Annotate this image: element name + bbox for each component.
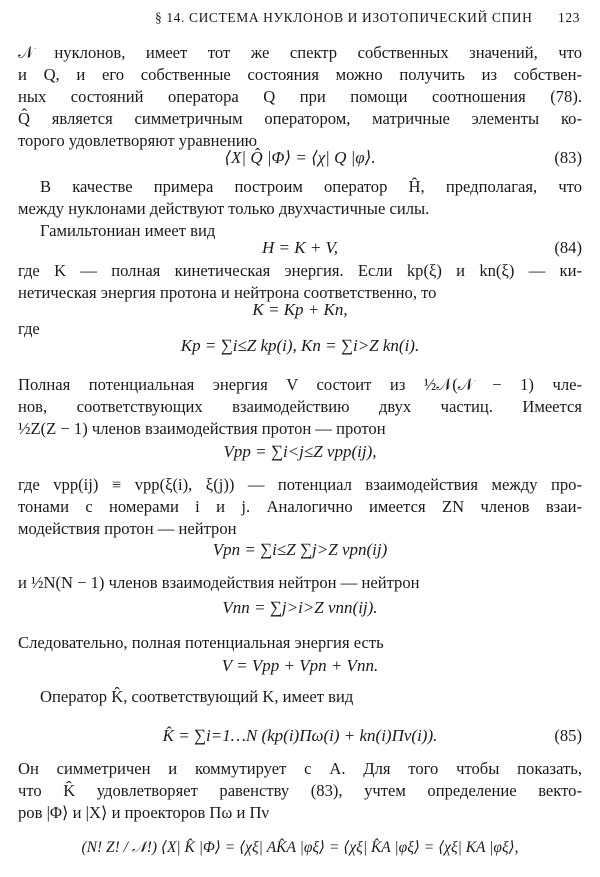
- equation-vpp: Vpp = ∑i<j≤Z vpp(ij),: [223, 442, 377, 461]
- text-line: Следовательно, полная потенциальная энергия есть: [18, 633, 384, 652]
- text-line: нетическая энергия протона и нейтрона соответственно, то: [18, 283, 437, 302]
- text-line: торого удовлетворяют уравнению: [18, 131, 257, 150]
- text-line: что K̂ удовлетворяет равенству (83), учтем определение векто-: [18, 781, 582, 800]
- text-line: нов, соответствующих взаимодействию двух частиц. Имеется: [18, 397, 582, 416]
- text-line: модействия протон — нейтрон: [18, 519, 237, 538]
- text-line: между нуклонами действуют только двухчастичные силы.: [18, 199, 430, 218]
- text-line: ных состояний оператора Q при помощи соотношения (78).: [18, 87, 582, 106]
- equation-number-85: (85): [554, 726, 582, 745]
- text-line: тонами с номерами i и j. Аналогично имеется ZN членов взаи-: [18, 497, 582, 516]
- text-line: Оператор K̂, соответствующий K, имеет вид: [40, 687, 354, 706]
- text-line: и ½N(N − 1) членов взаимодействия нейтрон — нейтрон: [18, 573, 420, 592]
- label-gde: где: [18, 319, 40, 338]
- equation-vnn: Vnn = ∑j>i>Z vnn(ij).: [222, 598, 378, 617]
- text-line: Он симметричен и коммутирует с A. Для того чтобы показать,: [18, 759, 582, 778]
- text-line: Q̂ является симметричным оператором, матричные элементы ко-: [18, 109, 582, 128]
- equation-v-total: V = Vpp + Vpn + Vnn.: [221, 656, 379, 675]
- equation-number-83: (83): [554, 148, 582, 167]
- text-line: где vpp(ij) ≡ vpp(ξ(i), ξ(j)) — потенциал взаимодействия между про-: [18, 475, 582, 494]
- text-line: где K — полная кинетическая энергия. Если kp(ξ) и kn(ξ) — ки-: [18, 261, 582, 280]
- text-line: ров |Φ⟩ и |X⟩ и проекторов Πω и Πν: [18, 803, 269, 822]
- text-line: ½Z(Z − 1) членов взаимодействия протон — протон: [18, 419, 386, 438]
- equation-84: H = K + V,: [261, 238, 338, 257]
- equation-k-sum: K = Kp + Kn,: [252, 300, 348, 319]
- text-line: Гамильтониан имеет вид: [40, 221, 216, 240]
- equation-vpn: Vpn = ∑i≤Z ∑j>Z vpn(ij): [212, 540, 388, 559]
- text-line: В качестве примера построим оператор Ĥ, предполагая, что: [40, 177, 582, 196]
- text-line: и Q, и его собственные состояния можно получить из собствен-: [18, 65, 582, 84]
- equation-number-84: (84): [554, 238, 582, 257]
- page-number: 123: [558, 10, 581, 25]
- text-line: Полная потенциальная энергия V состоит из ½𝒩(𝒩 − 1) чле-: [18, 375, 582, 394]
- equation-85: K̂ = ∑i=1…N (kp(i)Πω(i) + kn(i)Πν(i)).: [162, 726, 438, 745]
- equation-last: (N! Z! / 𝒩!) ⟨X| K̂ |Φ⟩ = ⟨χξ| AK̂A |φξ⟩ = ⟨χξ| K̂A |φξ⟩ = ⟨χξ| KA |φξ⟩,: [81, 839, 519, 856]
- text-line: 𝒩 нуклонов, имеет тот же спектр собственных значений, что: [18, 43, 582, 62]
- header-title: § 14. СИСТЕМА НУКЛОНОВ И ИЗОТОПИЧЕСКИЙ СПИН: [155, 10, 533, 25]
- equation-kp-kn: Kp = ∑i≤Z kp(i), Kn = ∑i>Z kn(i).: [180, 336, 420, 355]
- equation-83: ⟨X| Q̂ |Φ⟩ = ⟨χ| Q |φ⟩.: [224, 148, 376, 167]
- running-header: [0, 10, 600, 30]
